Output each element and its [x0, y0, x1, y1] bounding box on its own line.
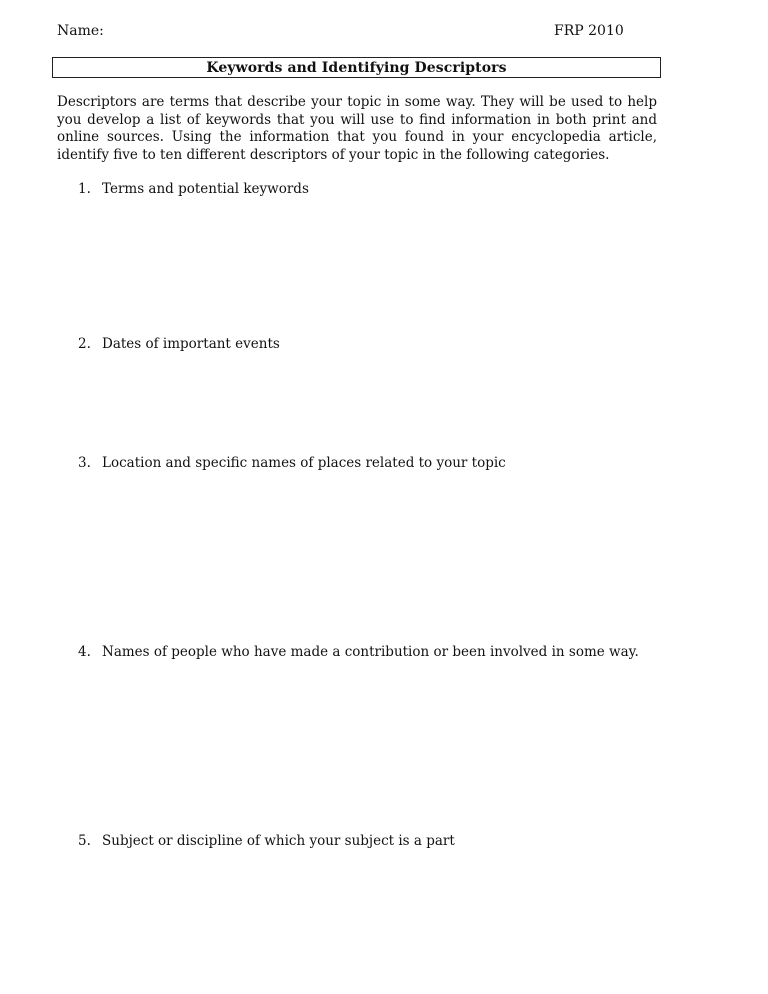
item-text: Terms and potential keywords: [102, 181, 309, 197]
item-text: Subject or discipline of which your subject is a part: [102, 833, 455, 849]
item-number: 3.: [78, 455, 91, 471]
course-code: FRP 2010: [554, 23, 624, 39]
list-item: [78, 335, 280, 353]
name-label: Name:: [57, 23, 104, 39]
intro-paragraph: Descriptors are terms that describe your topic in some way. They will be used to help you develop a list of keywords that you will use to find information in both print and online sources. Using the information that you found in your encyclopedia article, identify five to ten different descriptors of your topic in the following categories.: [57, 94, 657, 163]
list-item: [78, 643, 639, 661]
item-number: 4.: [78, 644, 91, 660]
title-box: [52, 57, 661, 78]
item-number: 1.: [78, 181, 91, 197]
list-item: [78, 180, 309, 198]
item-text: Location and specific names of places related to your topic: [102, 455, 506, 471]
item-text: Names of people who have made a contribution or been involved in some way.: [102, 644, 639, 660]
item-number: 2.: [78, 336, 91, 352]
item-text: Dates of important events: [102, 336, 280, 352]
list-item: [78, 454, 506, 472]
item-number: 5.: [78, 833, 91, 849]
page-title: Keywords and Identifying Descriptors: [206, 59, 507, 76]
list-item: [78, 832, 455, 850]
